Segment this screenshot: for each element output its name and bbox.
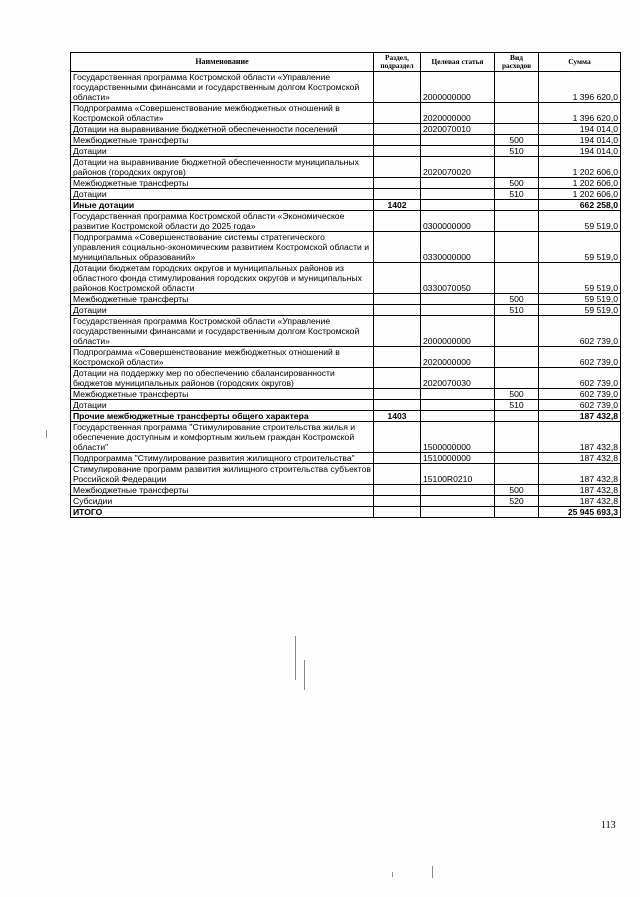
table-row: [71, 72, 621, 103]
cell-expense: 500: [495, 485, 539, 496]
cell-sum: 187 432,8: [539, 496, 621, 507]
table-row: [71, 189, 621, 200]
cell-target: 2020070020: [421, 157, 495, 178]
cell-expense: [495, 124, 539, 135]
header-section: Раздел, подраздел: [374, 53, 421, 72]
cell-section: [374, 135, 421, 146]
cell-expense: [495, 464, 539, 485]
table-row: [71, 135, 621, 146]
cell-name: Государственная программа Костромской области «Управление государственными финансами и государственным долгом Костромской области»: [71, 72, 374, 103]
cell-sum: 187 432,8: [539, 464, 621, 485]
cell-target: 0330070050: [421, 263, 495, 294]
cell-target: 1510000000: [421, 453, 495, 464]
header-target: Целевая статья: [421, 53, 495, 72]
header-sum: Сумма: [539, 53, 621, 72]
cell-target: [421, 294, 495, 305]
cell-section: [374, 422, 421, 453]
table-row: [71, 496, 621, 507]
cell-section: [374, 400, 421, 411]
cell-expense: [495, 347, 539, 368]
cell-section: [374, 189, 421, 200]
cell-section: [374, 72, 421, 103]
cell-sum: 187 432,8: [539, 411, 621, 422]
table-row: [71, 157, 621, 178]
cell-section: [374, 485, 421, 496]
cell-name: Дотации: [71, 400, 374, 411]
cell-sum: 1 202 606,0: [539, 157, 621, 178]
scan-mark: [392, 872, 393, 877]
cell-target: 1500000000: [421, 422, 495, 453]
cell-section: 1402: [374, 200, 421, 211]
cell-expense: 500: [495, 294, 539, 305]
cell-name: Государственная программа Костромской области «Экономическое развитие Костромской области до 2025 года»: [71, 211, 374, 232]
cell-section: [374, 124, 421, 135]
cell-section: [374, 368, 421, 389]
cell-target: [421, 389, 495, 400]
cell-expense: [495, 453, 539, 464]
table-row-section-total: [71, 411, 621, 422]
table-row: [71, 103, 621, 124]
cell-name: Дотации: [71, 189, 374, 200]
table-row: [71, 464, 621, 485]
table-row: [71, 124, 621, 135]
cell-name: Дотации бюджетам городских округов и муниципальных районов из областного фонда стимулирования городских округов и муниципальных районов Костромской области: [71, 263, 374, 294]
cell-target: [421, 485, 495, 496]
table-row: [71, 263, 621, 294]
cell-target: 0330000000: [421, 232, 495, 263]
table-row: [71, 178, 621, 189]
cell-name: Дотации на выравнивание бюджетной обеспеченности муниципальных районов (городских округов): [71, 157, 374, 178]
cell-expense: [495, 422, 539, 453]
scan-mark: [432, 866, 433, 878]
cell-expense: [495, 211, 539, 232]
cell-section: [374, 232, 421, 263]
cell-section: [374, 157, 421, 178]
cell-sum: 59 519,0: [539, 232, 621, 263]
cell-sum: 194 014,0: [539, 124, 621, 135]
cell-target: 2020070030: [421, 368, 495, 389]
budget-table: [70, 52, 621, 518]
header-expense: Вид расходов: [495, 53, 539, 72]
cell-expense: 510: [495, 189, 539, 200]
cell-expense: [495, 157, 539, 178]
cell-expense: 510: [495, 146, 539, 157]
cell-sum: 602 739,0: [539, 347, 621, 368]
cell-target: [421, 146, 495, 157]
cell-expense: 500: [495, 178, 539, 189]
cell-section: [374, 305, 421, 316]
cell-name: ИТОГО: [71, 507, 374, 518]
cell-expense: 510: [495, 305, 539, 316]
cell-sum: 1 202 606,0: [539, 189, 621, 200]
cell-expense: [495, 263, 539, 294]
cell-section: [374, 211, 421, 232]
cell-name: Межбюджетные трансферты: [71, 135, 374, 146]
cell-section: [374, 263, 421, 294]
cell-name: Дотации на выравнивание бюджетной обеспеченности поселений: [71, 124, 374, 135]
cell-sum: 602 739,0: [539, 368, 621, 389]
cell-expense: 500: [495, 135, 539, 146]
cell-name: Подпрограмма «Совершенствование межбюджетных отношений в Костромской области»: [71, 103, 374, 124]
cell-name: Государственная программа Костромской области «Управление государственными финансами и государственным долгом Костромской области»: [71, 316, 374, 347]
table-row: [71, 453, 621, 464]
cell-section: [374, 496, 421, 507]
header-name: Наименование: [71, 53, 374, 72]
cell-name: Субсидии: [71, 496, 374, 507]
cell-name: Иные дотации: [71, 200, 374, 211]
cell-sum: 1 396 620,0: [539, 103, 621, 124]
cell-section: [374, 453, 421, 464]
cell-sum: 187 432,8: [539, 453, 621, 464]
cell-sum: 194 014,0: [539, 146, 621, 157]
cell-sum: 187 432,8: [539, 485, 621, 496]
cell-name: Подпрограмма «Совершенствование межбюджетных отношений в Костромской области»: [71, 347, 374, 368]
cell-section: [374, 294, 421, 305]
cell-target: 2020000000: [421, 347, 495, 368]
cell-sum: 59 519,0: [539, 263, 621, 294]
cell-section: [374, 146, 421, 157]
cell-sum: 59 519,0: [539, 294, 621, 305]
table-body: [71, 72, 621, 518]
table-row: [71, 400, 621, 411]
cell-expense: [495, 232, 539, 263]
cell-target: [421, 189, 495, 200]
table-row: [71, 146, 621, 157]
cell-target: 2000000000: [421, 316, 495, 347]
cell-target: 2020000000: [421, 103, 495, 124]
table-header-row: [71, 53, 621, 72]
scan-mark: [46, 430, 47, 438]
cell-name: Стимулирование программ развития жилищного строительства субъектов Российской Федерации: [71, 464, 374, 485]
table-row-section-total: [71, 200, 621, 211]
cell-target: [421, 507, 495, 518]
scan-mark: [304, 660, 305, 690]
table-row-section-total: [71, 507, 621, 518]
page-number: 113: [601, 820, 616, 831]
cell-sum: 194 014,0: [539, 135, 621, 146]
cell-target: [421, 178, 495, 189]
cell-name: Межбюджетные трансферты: [71, 294, 374, 305]
cell-target: 2000000000: [421, 72, 495, 103]
cell-sum: 1 396 620,0: [539, 72, 621, 103]
cell-target: [421, 400, 495, 411]
cell-section: [374, 347, 421, 368]
cell-target: 0300000000: [421, 211, 495, 232]
table-row: [71, 211, 621, 232]
cell-section: [374, 507, 421, 518]
table-row: [71, 294, 621, 305]
cell-name: Дотации: [71, 305, 374, 316]
cell-sum: 602 739,0: [539, 389, 621, 400]
cell-expense: [495, 316, 539, 347]
cell-name: Подпрограмма «Совершенствование системы стратегического управления социально-экономическим развитием Костромской области и муниципальных образований»: [71, 232, 374, 263]
cell-section: [374, 103, 421, 124]
cell-expense: [495, 103, 539, 124]
cell-expense: [495, 368, 539, 389]
cell-sum: 1 202 606,0: [539, 178, 621, 189]
cell-section: [374, 316, 421, 347]
cell-sum: 602 739,0: [539, 400, 621, 411]
cell-expense: 500: [495, 389, 539, 400]
cell-name: Межбюджетные трансферты: [71, 178, 374, 189]
table-row: [71, 232, 621, 263]
cell-target: 2020070010: [421, 124, 495, 135]
cell-sum: 602 739,0: [539, 316, 621, 347]
cell-sum: 59 519,0: [539, 211, 621, 232]
cell-sum: 25 945 693,3: [539, 507, 621, 518]
cell-expense: [495, 200, 539, 211]
cell-section: [374, 464, 421, 485]
cell-name: Государственная программа "Стимулирование строительства жилья и обеспечение доступным и комфортным жильем граждан Костромской области": [71, 422, 374, 453]
cell-section: [374, 389, 421, 400]
table-row: [71, 422, 621, 453]
table-row: [71, 389, 621, 400]
table-row: [71, 347, 621, 368]
cell-sum: 187 432,8: [539, 422, 621, 453]
cell-expense: 520: [495, 496, 539, 507]
cell-target: [421, 135, 495, 146]
cell-name: Прочие межбюджетные трансферты общего характера: [71, 411, 374, 422]
scan-mark: [295, 636, 296, 680]
table-row: [71, 368, 621, 389]
cell-target: [421, 411, 495, 422]
cell-section: [374, 178, 421, 189]
cell-target: 15100R0210: [421, 464, 495, 485]
cell-sum: 662 258,0: [539, 200, 621, 211]
cell-sum: 59 519,0: [539, 305, 621, 316]
table-row: [71, 485, 621, 496]
cell-name: Дотации: [71, 146, 374, 157]
cell-target: [421, 305, 495, 316]
cell-target: [421, 496, 495, 507]
cell-name: Межбюджетные трансферты: [71, 485, 374, 496]
cell-name: Дотации на поддержку мер по обеспечению сбалансированности бюджетов муниципальных районов (городских округов): [71, 368, 374, 389]
cell-section: 1403: [374, 411, 421, 422]
cell-expense: [495, 72, 539, 103]
cell-target: [421, 200, 495, 211]
cell-name: Межбюджетные трансферты: [71, 389, 374, 400]
table-row: [71, 305, 621, 316]
cell-name: Подпрограмма "Стимулирование развития жилищного строительства": [71, 453, 374, 464]
cell-expense: [495, 507, 539, 518]
cell-expense: 510: [495, 400, 539, 411]
table-row: [71, 316, 621, 347]
cell-expense: [495, 411, 539, 422]
